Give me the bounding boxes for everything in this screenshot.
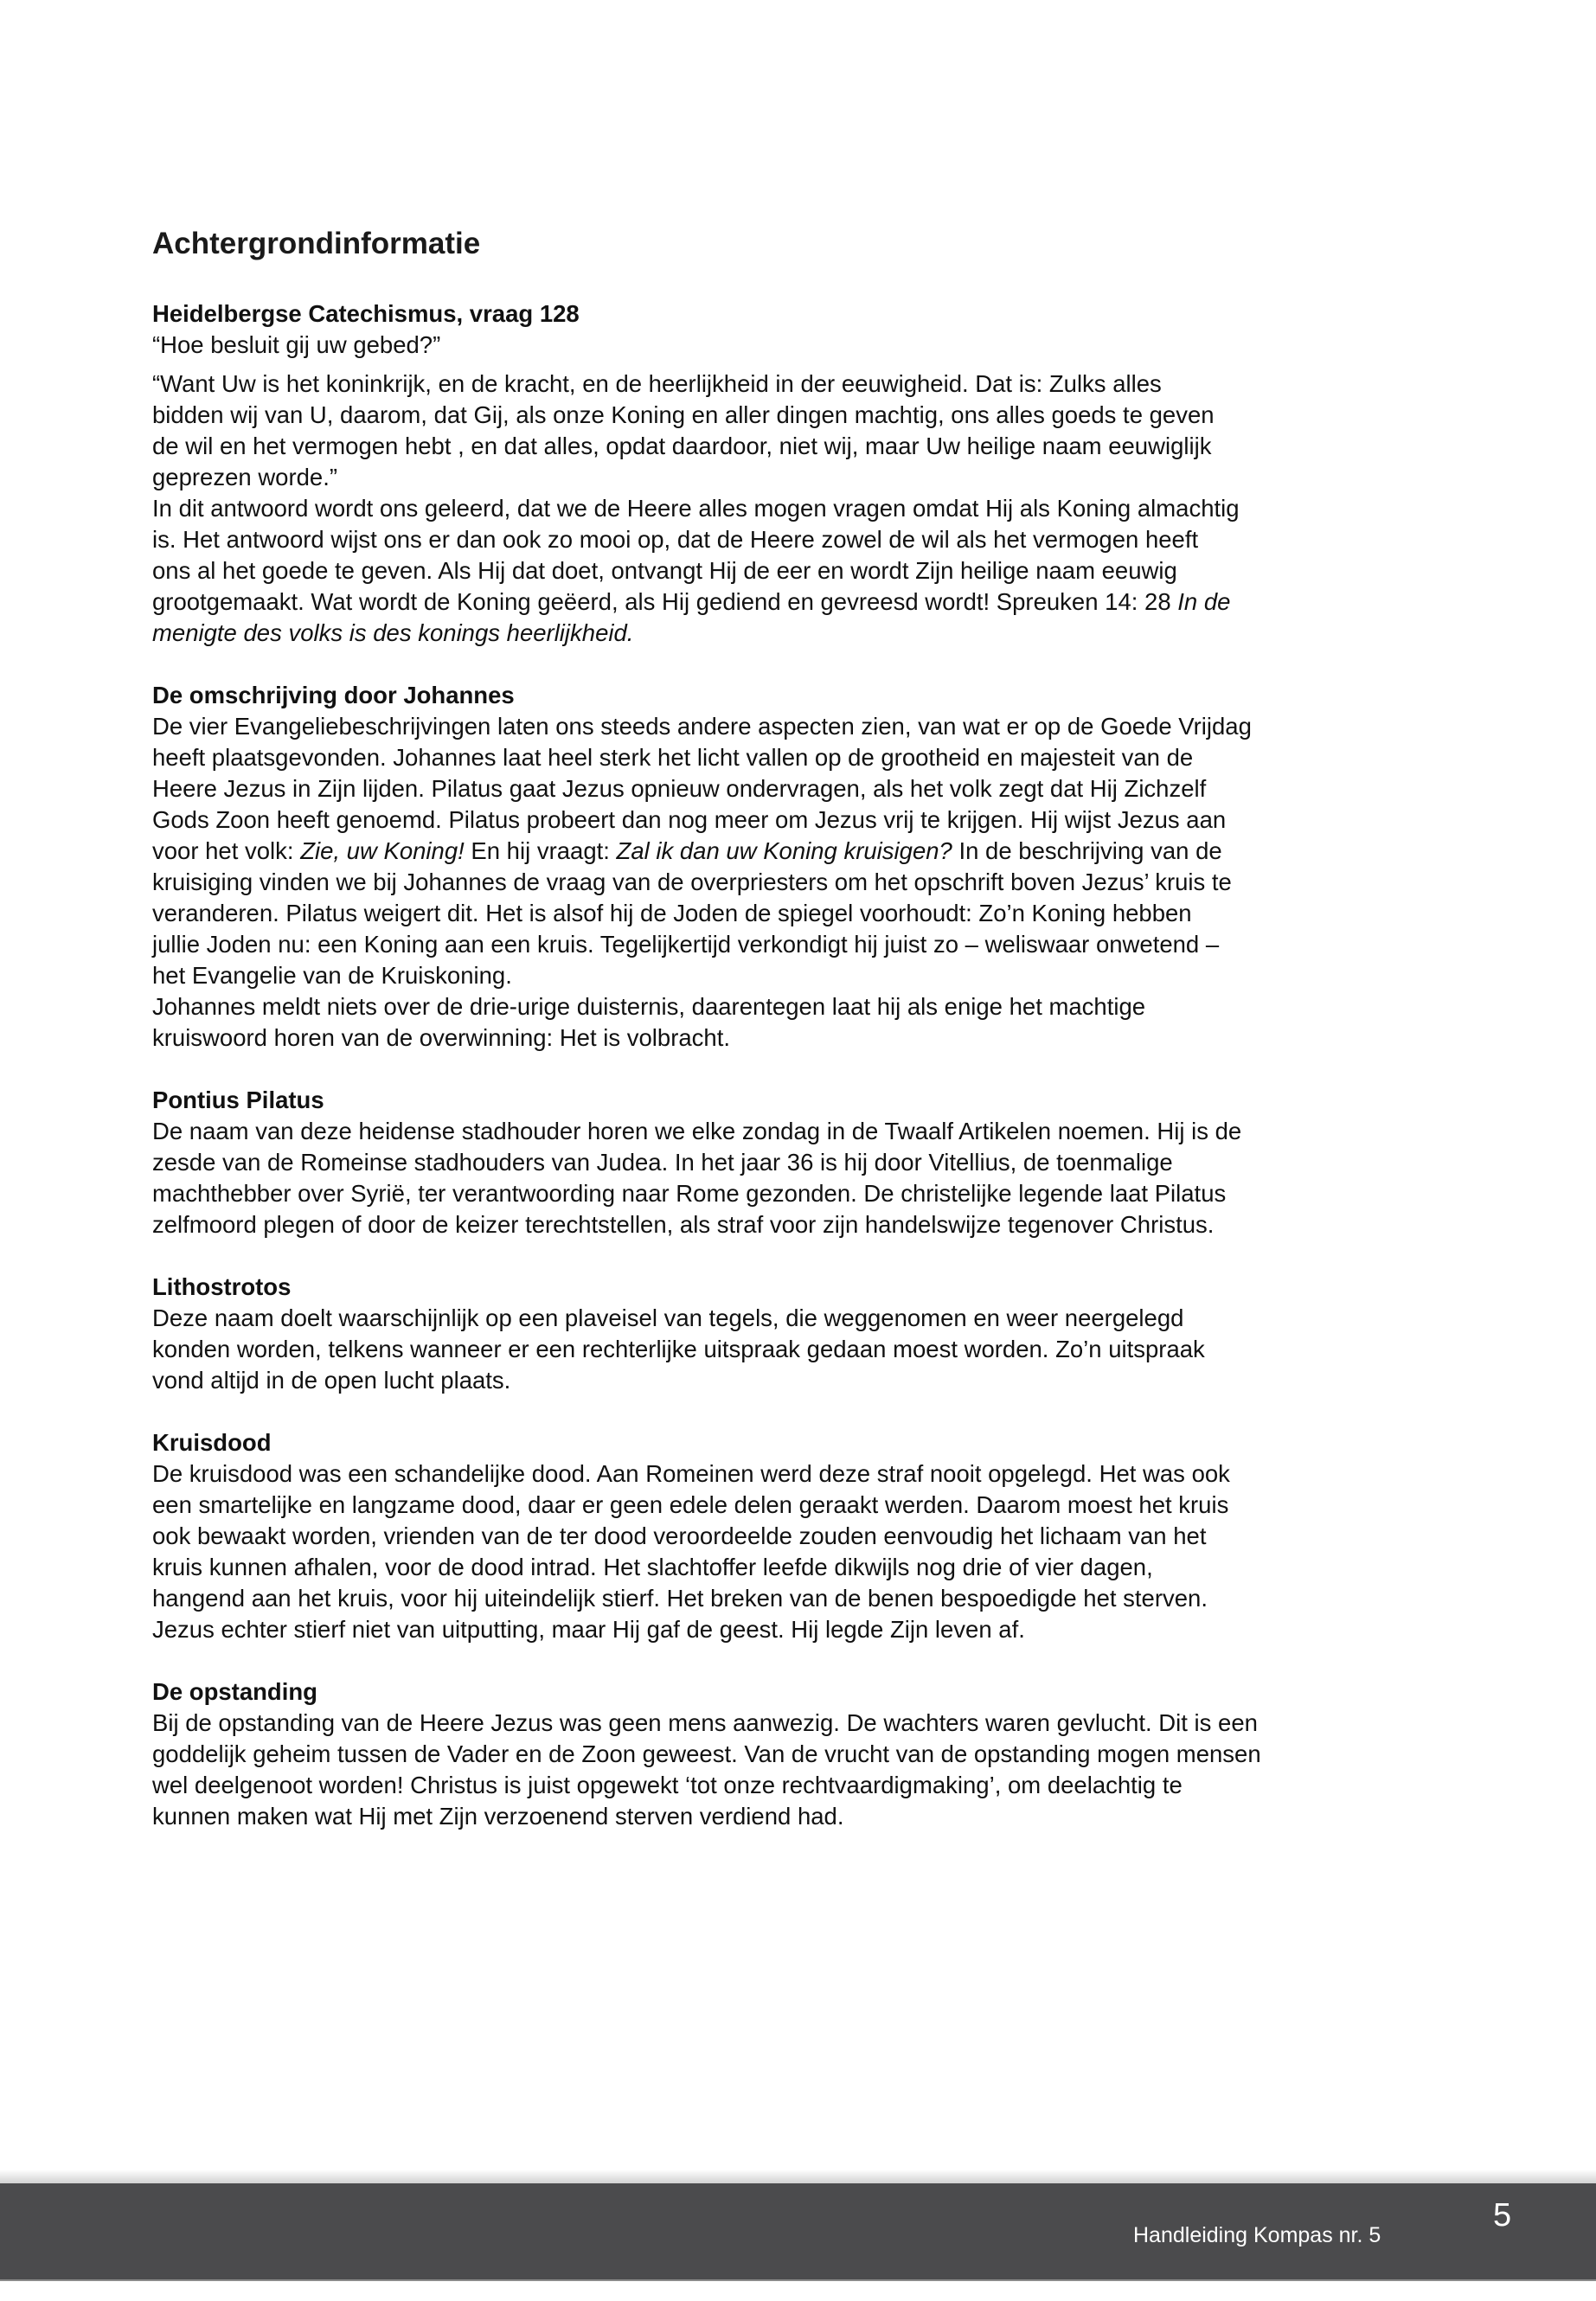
text-segment: De naam van deze heidense stadhouder horen we elke zondag in de Twaalf Artikelen noemen. Hij is de [152,1118,1242,1144]
text-segment: Heere Jezus in Zijn lijden. Pilatus gaat Jezus opnieuw ondervragen, als het volk zegt dat Hij Zichzelf [152,775,1207,802]
text-line [152,898,1261,929]
text-segment: ons al het goede te geven. Als Hij dat doet, ontvangt Hij de eer en wordt Zijn heilige naam eeuwig [152,557,1177,584]
italic-text: In de [1177,588,1231,615]
text-line [152,1801,1261,1832]
text-segment: bidden wij van U, daarom, dat Gij, als onze Koning en aller dingen machtig, ons alles goeds te geven [152,401,1215,428]
italic-text: Zal ik dan uw Koning kruisigen? [616,837,952,864]
blank-line [152,1240,1261,1272]
text-segment: heeft plaatsgevonden. Johannes laat heel sterk het licht vallen op de grootheid en majesteit van de [152,744,1194,771]
blank-line [152,649,1261,680]
text-line [152,773,1261,804]
page-title: Achtergrondinformatie [152,227,481,260]
text-line [152,1521,1261,1552]
text-segment: is. Het antwoord wijst ons er dan ook zo mooi op, dat de Heere zowel de wil als het vermogen heeft [152,526,1199,553]
text-segment: de wil en het vermogen hebt , en dat alles, opdat daardoor, niet wij, maar Uw heilige naam eeuwiglijk [152,433,1212,459]
text-segment: een smartelijke en langzame dood, daar er geen edele delen geraakt werden. Daarom moest het kruis [152,1491,1229,1518]
text-segment: machthebber over Syrië, ter verantwoording naar Rome gezonden. De christelijke legende laat Pilatus [152,1180,1227,1207]
text-segment: “Want Uw is het koninkrijk, en de kracht, en de heerlijkheid in der eeuwigheid. Dat is: Zulks alles [152,370,1162,397]
blank-line [152,1054,1261,1085]
text-line [152,1614,1261,1645]
italic-text: Zie, uw Koning! [300,837,465,864]
text-segment: konden worden, telkens wanneer er een rechterlijke uitspraak gedaan moest worden. Zo’n uitspraak [152,1336,1205,1362]
text-line [152,618,1261,649]
text-segment: Deze naam doelt waarschijnlijk op een plaveisel van tegels, die weggenomen en weer neergelegd [152,1304,1184,1331]
text-segment: voor het volk: [152,837,301,864]
text-line [152,929,1261,960]
text-segment: geprezen worde.” [152,464,338,490]
text-line [152,1739,1261,1770]
text-line [152,1770,1261,1801]
text-segment: ook bewaakt worden, vrienden van de ter dood veroordeelde zouden eenvoudig het lichaam van het [152,1522,1207,1549]
text-line [152,330,1261,361]
text-segment: De omschrijving door Johannes [152,682,515,708]
section-heading [152,1676,1261,1708]
text-segment: het Evangelie van de Kruiskoning. [152,962,512,989]
text-segment: Jezus echter stierf niet van uitputting, maar Hij gaf de geest. Hij legde Zijn leven af. [152,1616,1025,1643]
text-segment: De vier Evangeliebeschrijvingen laten ons steeds andere aspecten zien, van wat er op de Goede Vrijdag [152,713,1252,740]
text-line [152,431,1261,462]
text-line [152,1708,1261,1739]
text-segment: De opstanding [152,1678,317,1705]
text-segment: In de beschrijving van de [952,837,1222,864]
text-line [152,1303,1261,1334]
text-line [152,711,1261,742]
section-heading [152,1272,1261,1303]
text-line [152,1552,1261,1583]
text-segment: kruis kunnen afhalen, voor de dood intrad. Het slachtoffer leefde dikwijls nog drie of vier dagen, [152,1554,1153,1580]
text-segment: Johannes meldt niets over de drie-urige duisternis, daarentegen laat hij als enige het machtige [152,993,1146,1020]
page-number: 5 [1493,2197,1512,2234]
text-segment: Bij de opstanding van de Heere Jezus was geen mens aanwezig. De wachters waren gevlucht. Dit is een [152,1709,1258,1736]
text-segment: hangend aan het kruis, voor hij uiteindelijk stierf. Het breken van de benen bespoedigde het sterven. [152,1585,1208,1612]
text-segment: Gods Zoon heeft genoemd. Pilatus probeert dan nog meer om Jezus vrij te krijgen. Hij wijst Jezus aan [152,806,1227,833]
text-segment: vond altijd in de open lucht plaats. [152,1367,511,1394]
text-line [152,493,1261,524]
text-line [152,836,1261,867]
blank-line [152,1396,1261,1427]
section-heading [152,1085,1261,1116]
text-line [152,1116,1261,1147]
blank-line [152,1645,1261,1676]
text-line [152,1365,1261,1396]
text-segment: zelfmoord plegen of door de keizer terechtstellen, als straf voor zijn handelswijze tegenover Christus. [152,1211,1215,1238]
text-segment: Pontius Pilatus [152,1086,324,1113]
text-segment: kunnen maken wat Hij met Zijn verzoenend sterven verdiend had. [152,1803,844,1830]
text-segment: jullie Joden nu: een Koning aan een kruis. Tegelijkertijd verkondigt hij juist zo – weliswaar onwetend – [152,931,1220,958]
text-line [152,1178,1261,1209]
section-heading [152,1427,1261,1458]
text-line [152,1583,1261,1614]
text-segment: kruisiging vinden we bij Johannes de vraag van de overpriesters om het opschrift boven Jezus’ kruis te [152,868,1232,895]
text-line [152,960,1261,991]
text-line [152,400,1261,431]
text-segment: wel deelgenoot worden! Christus is juist opgewekt ‘tot onze rechtvaardigmaking’, om deelachtig te [152,1772,1183,1798]
text-segment: Kruisdood [152,1429,272,1456]
text-segment: “Hoe besluit gij uw gebed?” [152,331,441,358]
text-line [152,586,1261,618]
text-segment: veranderen. Pilatus weigert dit. Het is alsof hij de Joden de spiegel voorhoudt: Zo’n Koning hebben [152,900,1192,926]
footer-title: Handleiding Kompas nr. 5 [1133,2223,1381,2247]
text-segment: zesde van de Romeinse stadhouders van Judea. In het jaar 36 is hij door Vitellius, de toenmalige [152,1149,1173,1176]
text-segment: goddelijk geheim tussen de Vader en de Zoon geweest. Van de vrucht van de opstanding mogen mensen [152,1740,1261,1767]
section-heading [152,680,1261,711]
text-line [152,1490,1261,1521]
text-segment: kruiswoord horen van de overwinning: Het is volbracht. [152,1024,730,1051]
text-line [152,1209,1261,1240]
text-segment: grootgemaakt. Wat wordt de Koning geëerd, als Hij gediend en gevreesd wordt! Spreuken 14: 28 [152,588,1178,615]
text-line [152,867,1261,898]
text-line [152,1334,1261,1365]
text-line [152,804,1261,836]
text-line [152,742,1261,773]
section-heading [152,298,1261,330]
text-line [152,555,1261,586]
text-segment: De kruisdood was een schandelijke dood. Aan Romeinen werd deze straf nooit opgelegd. Het was ook [152,1460,1230,1487]
text-line [152,1022,1261,1054]
text-segment: Heidelbergse Catechismus, vraag 128 [152,300,580,327]
text-segment: Lithostrotos [152,1273,292,1300]
document-body [152,298,1261,1832]
text-segment: En hij vraagt: [464,837,617,864]
text-segment: In dit antwoord wordt ons geleerd, dat we de Heere alles mogen vragen omdat Hij als Koning almachtig [152,495,1240,522]
text-line [152,1458,1261,1490]
text-line [152,524,1261,555]
text-line [152,462,1261,493]
text-line [152,369,1261,400]
text-line [152,991,1261,1022]
text-line [152,1147,1261,1178]
italic-text: menigte des volks is des konings heerlijkheid. [152,619,634,646]
